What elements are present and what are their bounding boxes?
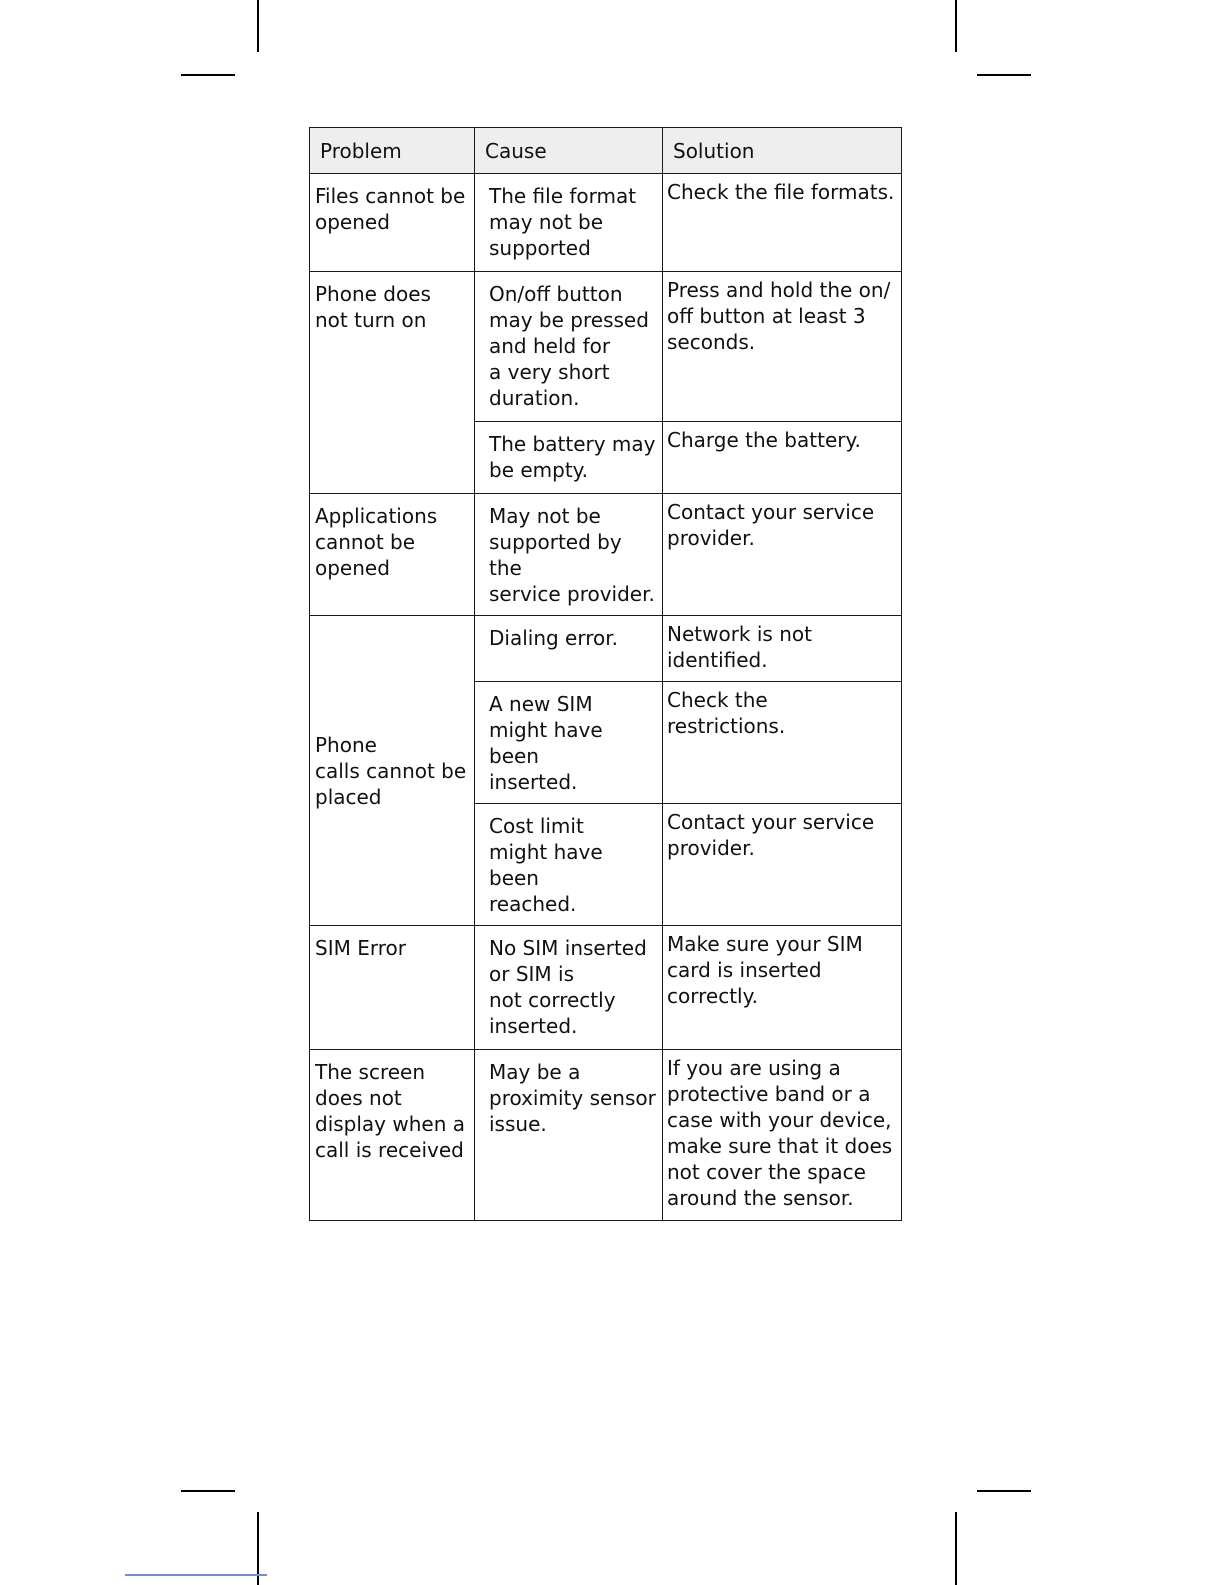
solution-cell: Make sure your SIM card is inserted correctly. [663,926,902,1050]
troubleshooting-table [309,127,902,1221]
solution-cell: Contact your service provider. [663,494,902,616]
solution-cell: If you are using a protective band or a case with your device, make sure that it does not cover the space around the sensor. [663,1050,902,1221]
header-problem: Problem [310,128,475,174]
table-row [310,272,902,422]
cause-cell: The file format may not be supported [475,174,663,272]
cause-cell: May be a proximity sensor issue. [475,1050,663,1221]
table-row [310,1050,902,1221]
header-cause: Cause [475,128,663,174]
cause-cell: A new SIM might have been inserted. [475,682,663,804]
solution-cell: Press and hold the on/ off button at least 3 seconds. [663,272,902,422]
crop-mark-top-left-horizontal [181,74,235,76]
table-header-row [310,128,902,174]
problem-cell: Applications cannot be opened [310,494,475,616]
cause-cell: Dialing error. [475,616,663,682]
crop-mark-bottom-right-horizontal [977,1490,1031,1492]
solution-cell: Check the restrictions. [663,682,902,804]
crop-mark-top-right-vertical [955,0,957,52]
cause-cell: The battery may be empty. [475,422,663,494]
cause-cell: May not be supported by the service provider. [475,494,663,616]
table-row [310,616,902,682]
problem-cell: Phone does not turn on [310,272,475,494]
header-solution: Solution [663,128,902,174]
table-row [310,926,902,1050]
cause-cell: Cost limit might have been reached. [475,804,663,926]
solution-cell: Charge the battery. [663,422,902,494]
cause-cell: On/off button may be pressed and held for a very short duration. [475,272,663,422]
solution-cell: Network is not identified. [663,616,902,682]
problem-cell: Phone calls cannot be placed [310,616,475,926]
solution-cell: Check the file formats. [663,174,902,272]
crop-mark-bottom-left-horizontal [181,1490,235,1492]
crop-mark-top-left-vertical [257,0,259,52]
problem-cell: SIM Error [310,926,475,1050]
bottom-link-underline [125,1574,267,1576]
table-row [310,174,902,272]
problem-cell: Files cannot be opened [310,174,475,272]
crop-mark-top-right-horizontal [977,74,1031,76]
solution-cell: Contact your service provider. [663,804,902,926]
crop-mark-bottom-right-vertical [955,1512,957,1585]
cause-cell: No SIM inserted or SIM is not correctly inserted. [475,926,663,1050]
table-row [310,494,902,616]
problem-cell: The screen does not display when a call is received [310,1050,475,1221]
